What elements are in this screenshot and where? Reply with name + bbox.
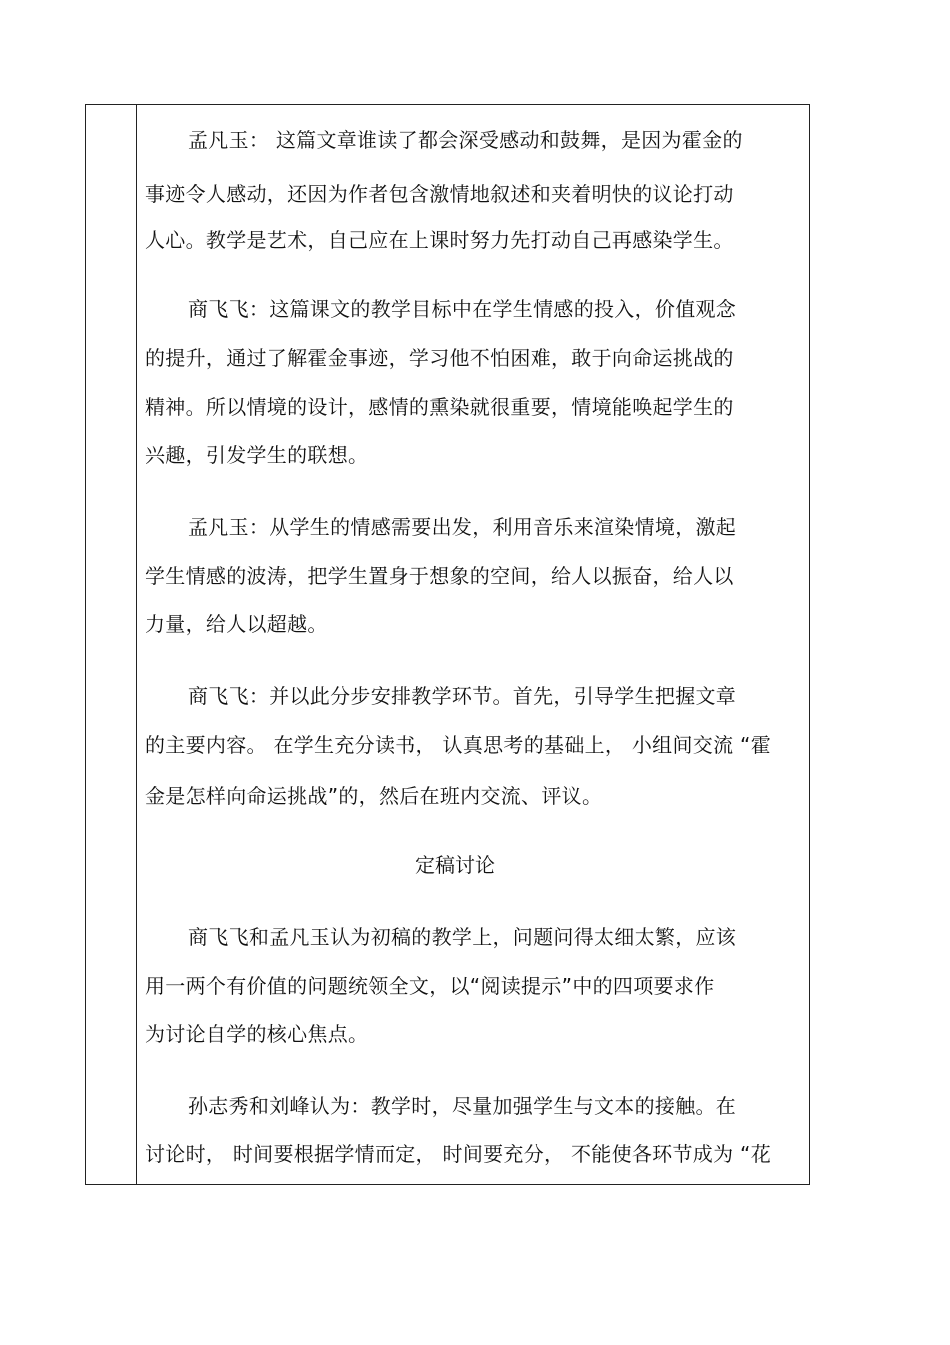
paragraph-2-line-2: 的提升，通过了解霍金事迹，学习他不怕困难，敢于向命运挑战的 xyxy=(145,346,734,370)
paragraph-2-line-4: 兴趣，引发学生的联想。 xyxy=(145,443,369,467)
paragraph-2-line-1: 商飞飞：这篇课文的教学目标中在学生情感的投入，价值观念 xyxy=(188,297,737,321)
paragraph-5-line-1: 商飞飞和孟凡玉认为初稿的教学上，问题问得太细太繁，应该 xyxy=(188,925,737,949)
paragraph-1-line-3: 人心。教学是艺术，自己应在上课时努力先打动自己再感染学生。 xyxy=(145,228,734,252)
paragraph-4-line-1: 商飞飞：并以此分步安排教学环节。首先，引导学生把握文章 xyxy=(188,684,737,708)
paragraph-2-line-3: 精神。所以情境的设计，感情的熏染就很重要，情境能唤起学生的 xyxy=(145,395,734,419)
paragraph-6-line-2: 讨论时， 时间要根据学情而定， 时间要充分， 不能使各环节成为 “花 xyxy=(145,1142,771,1166)
paragraph-3-line-3: 力量，给人以超越。 xyxy=(145,612,328,636)
paragraph-4-line-2: 的主要内容。 在学生充分读书， 认真思考的基础上， 小组间交流 “霍 xyxy=(145,733,771,757)
paragraph-5-line-2: 用一两个有价值的问题统领全文，以“阅读提示”中的四项要求作 xyxy=(145,974,715,998)
paragraph-6-line-1: 孙志秀和刘峰认为：教学时，尽量加强学生与文本的接触。在 xyxy=(188,1094,737,1118)
paragraph-1-line-2: 事迹令人感动，还因为作者包含激情地叙述和夹着明快的议论打动 xyxy=(145,182,734,206)
paragraph-3-line-2: 学生情感的波涛，把学生置身于想象的空间，给人以振奋，给人以 xyxy=(145,564,734,588)
section-heading: 定稿讨论 xyxy=(415,853,495,877)
paragraph-1-line-1: 孟凡玉： 这篇文章谁读了都会深受感动和鼓舞，是因为霍金的 xyxy=(188,128,743,152)
paragraph-4-line-3: 金是怎样向命运挑战”的，然后在班内交流、评议。 xyxy=(145,784,603,808)
paragraph-3-line-1: 孟凡玉：从学生的情感需要出发，利用音乐来渲染情境，激起 xyxy=(188,515,737,539)
left-column-cell xyxy=(86,105,137,1184)
paragraph-5-line-3: 为讨论自学的核心焦点。 xyxy=(145,1022,369,1046)
